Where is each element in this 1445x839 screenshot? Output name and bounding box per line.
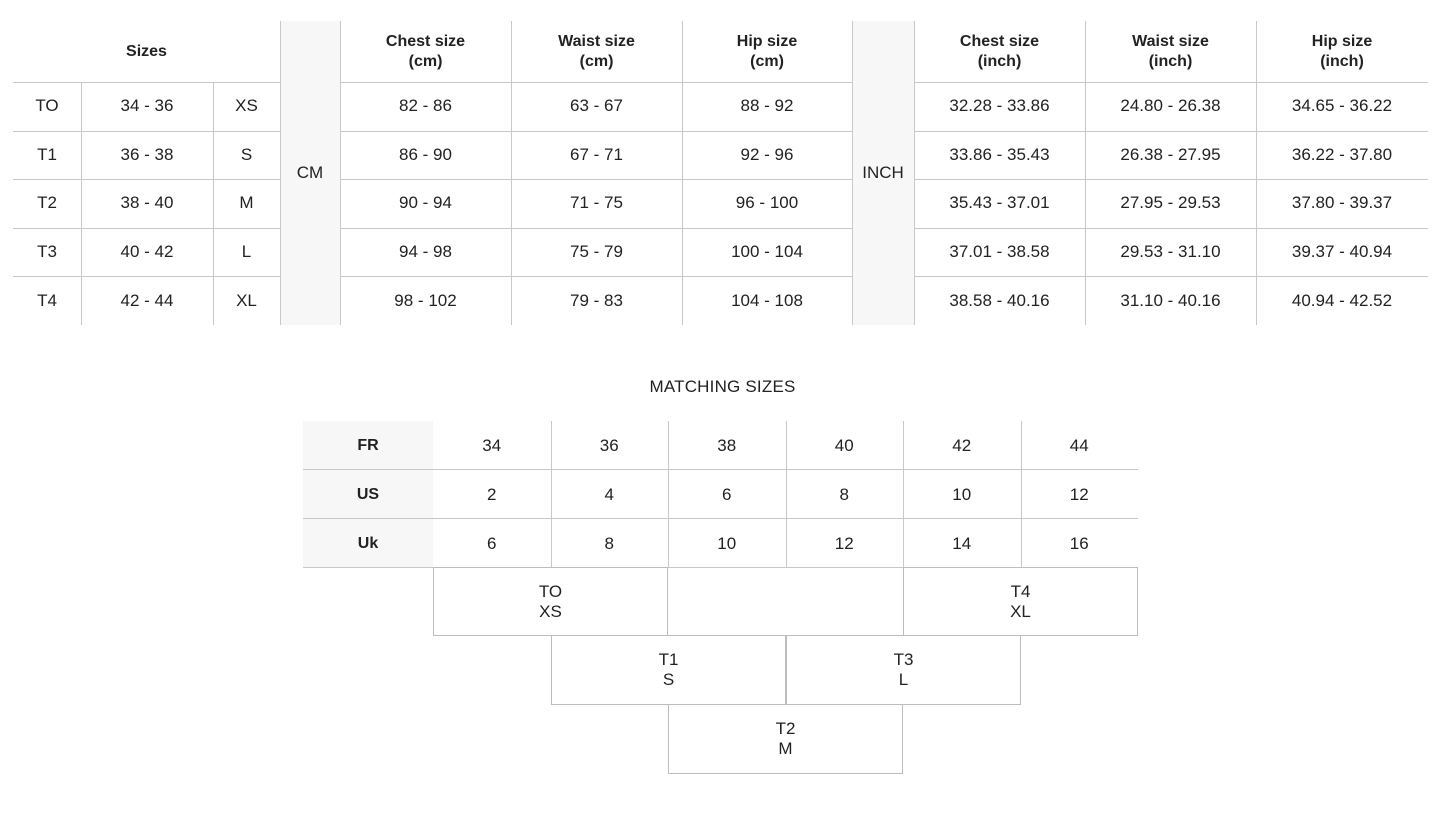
size-cell-letter: XS [235,96,258,116]
size-cell-waist_cm: 63 - 67 [570,96,623,116]
matching-cell: 4 [604,484,614,504]
matching-cell: 16 [1069,533,1089,553]
divider [682,21,683,325]
matching-row-label: Uk [303,519,433,568]
matching-cell: 14 [952,533,972,553]
size-cell-waist_cm: 75 - 79 [570,242,623,262]
divider [81,82,82,325]
divider [1085,21,1086,325]
divider [13,82,280,83]
size-cell-hip_cm: 96 - 100 [735,193,799,213]
matching-cell: 10 [717,533,737,553]
size-cell-chest_cm: 94 - 98 [399,242,452,262]
inch-unit-cell: INCH [852,21,914,325]
divider [340,82,852,83]
size-group-box [903,567,1138,636]
divider [340,228,852,229]
header-unit: (inch) [1320,52,1364,70]
header-line: Hip size [1311,32,1373,50]
header-unit: (inch) [1148,52,1193,70]
size-cell-letter: M [239,193,254,213]
size-cell-chest_in: 33.86 - 35.43 [949,144,1050,164]
size-cell-letter: S [240,144,253,164]
divider [340,21,341,325]
header-unit: (cm) [750,52,784,70]
matching-cell: 8 [604,533,614,553]
matching-cell: 38 [717,435,737,455]
divider [914,82,1428,83]
matching-row-label: US [303,470,433,519]
divider [340,131,852,132]
chest-inch-header [914,21,1085,82]
size-cell-chest_in: 32.28 - 33.86 [949,96,1050,116]
size-cell-fr: 42 - 44 [120,290,174,310]
size-group-box [433,567,668,636]
size-group-box [551,635,786,705]
size-cell-t: TO [35,96,59,116]
divider [914,179,1428,180]
sizes-header: Sizes [126,42,167,60]
size-cell-hip_cm: 88 - 92 [740,96,794,116]
size-cell-waist_cm: 67 - 71 [570,144,623,164]
header-line: Waist size [1132,32,1209,50]
size-cell-waist_cm: 79 - 83 [570,290,623,310]
divider [1021,421,1022,568]
matching-cell: 42 [952,435,972,455]
divider [914,228,1428,229]
size-group-letter: M [778,739,793,758]
header-line: Chest size [385,32,466,50]
matching-cell: 6 [722,484,732,504]
size-cell-hip_in: 40.94 - 42.52 [1291,290,1393,310]
header-line: Chest size [959,32,1040,50]
matching-cell: 36 [599,435,619,455]
hip-inch-header [1256,21,1428,82]
size-cell-waist_in: 24.80 - 26.38 [1120,96,1221,116]
size-cell-hip_in: 39.37 - 40.94 [1291,242,1393,262]
divider [13,276,280,277]
waist-cm-header [511,21,682,82]
size-group-letter: S [662,670,675,689]
size-cell-chest_in: 37.01 - 38.58 [949,242,1050,262]
size-group-code: TO [538,581,563,601]
matching-cell: 12 [834,533,854,553]
header-line: Hip size [736,32,798,50]
size-cell-hip_in: 34.65 - 36.22 [1291,96,1393,116]
matching-cell: 6 [487,533,497,553]
divider [914,21,915,325]
cm-unit-cell: CM [280,21,340,325]
size-group-letter: XS [539,601,562,621]
size-cell-hip_cm: 92 - 96 [740,144,794,164]
divider [280,21,281,325]
size-cell-hip_in: 37.80 - 39.37 [1291,193,1393,213]
matching-cell: 40 [834,435,854,455]
header-unit: (cm) [408,52,443,70]
matching-cell: 10 [952,484,972,504]
size-group-code: T3 [893,650,914,669]
size-group-code: T2 [775,719,796,738]
divider [668,421,669,568]
size-cell-chest_cm: 90 - 94 [399,193,452,213]
size-cell-waist_cm: 71 - 75 [570,193,623,213]
size-cell-hip_in: 36.22 - 37.80 [1291,144,1393,164]
size-cell-chest_cm: 86 - 90 [399,144,452,164]
matching-cell: 44 [1069,435,1089,455]
matching-row-label: FR [303,421,433,470]
size-cell-waist_in: 26.38 - 27.95 [1120,144,1221,164]
divider [914,276,1428,277]
size-group-box [786,635,1021,705]
size-group-code: T1 [658,650,679,669]
chest-cm-header [340,21,511,82]
size-cell-t: T2 [37,193,57,213]
waist-inch-header [1085,21,1256,82]
size-cell-fr: 40 - 42 [120,242,174,262]
divider [340,179,852,180]
size-cell-fr: 36 - 38 [120,144,174,164]
size-cell-waist_in: 31.10 - 40.16 [1120,290,1221,310]
size-cell-t: T4 [37,290,57,310]
divider [13,131,280,132]
divider [903,421,904,568]
size-group-box [668,704,903,774]
divider [213,82,214,325]
divider [852,21,853,325]
divider [13,179,280,180]
size-cell-t: T1 [37,144,57,164]
size-cell-waist_in: 27.95 - 29.53 [1120,193,1221,213]
header-unit: (inch) [977,52,1022,70]
matching-cell: 34 [482,435,502,455]
size-cell-waist_in: 29.53 - 31.10 [1120,242,1221,262]
size-cell-letter: XL [236,290,257,310]
size-group-letter: XL [1010,601,1031,621]
header-line: Waist size [558,32,635,50]
hip-cm-header [682,21,852,82]
matching-cell: 2 [487,484,497,504]
size-cell-chest_in: 35.43 - 37.01 [949,193,1050,213]
divider [511,21,512,325]
divider [914,131,1428,132]
divider [340,276,852,277]
size-cell-fr: 38 - 40 [120,193,174,213]
matching-sizes-title: MATCHING SIZES [649,377,796,396]
header-unit: (cm) [579,52,614,70]
size-cell-fr: 34 - 36 [120,96,174,116]
divider [551,421,552,568]
size-group-letter: L [898,670,909,689]
size-cell-chest_in: 38.58 - 40.16 [949,290,1050,310]
matching-cell: 8 [839,484,849,504]
size-group-code: T4 [1010,581,1031,601]
divider [13,228,280,229]
size-cell-letter: L [241,242,252,262]
matching-cell: 12 [1069,484,1089,504]
size-cell-hip_cm: 100 - 104 [731,242,803,262]
size-cell-t: T3 [37,242,57,262]
divider [1256,21,1257,325]
size-cell-chest_cm: 98 - 102 [394,290,457,310]
size-cell-hip_cm: 104 - 108 [731,290,803,310]
size-cell-chest_cm: 82 - 86 [399,96,452,116]
divider [786,421,787,568]
